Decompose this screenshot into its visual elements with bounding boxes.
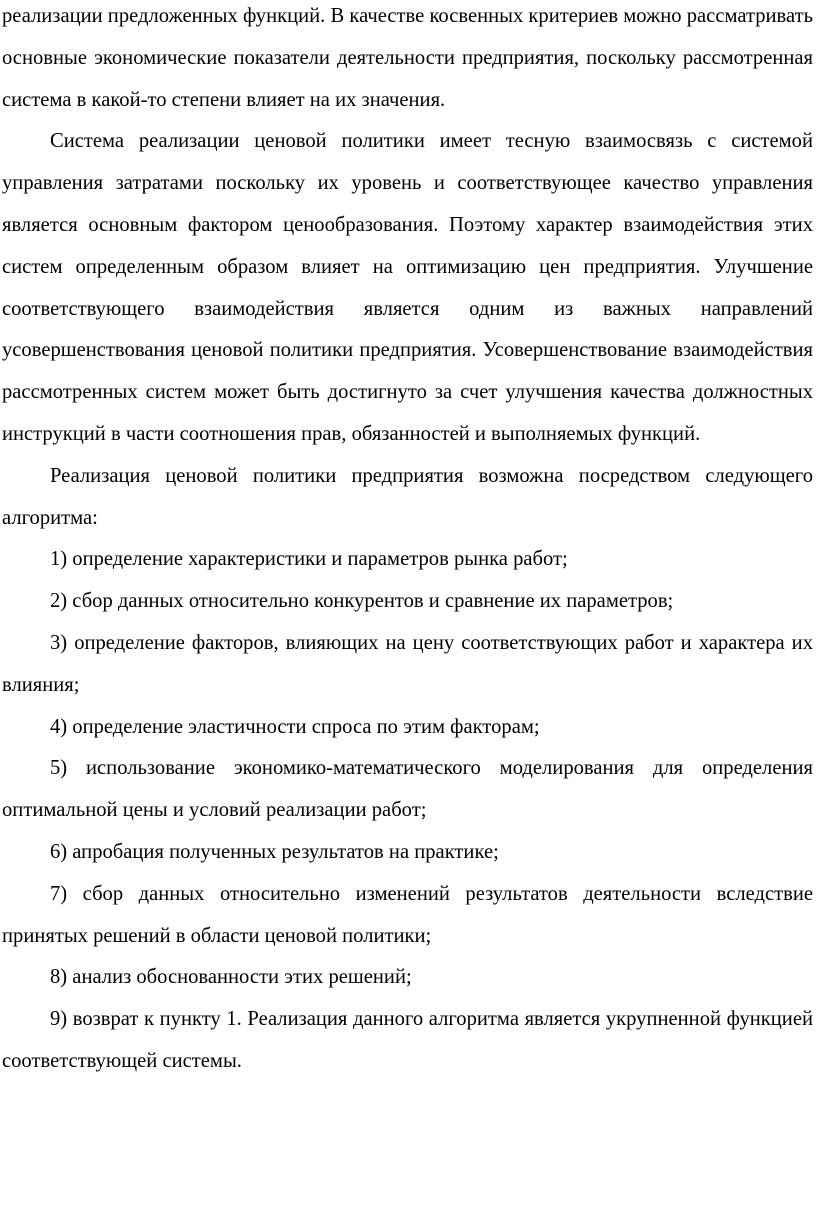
paragraph-pricing-system: Система реализации ценовой политики имеет тесную взаимосвязь с системой управления затратами поскольку их уровень и соответствующее качество управления является основным фактором ценообразования. Поэтому характер взаимодействия этих систем определенным образом влияет на оптимизацию цен предприятия. Улучшение соответствующего взаимодействия является одним из важных направлений усовершенствования ценовой политики предприятия. Усовершенствование взаимодействия рассмотренных систем может быть достигнуто за счет улучшения качества должностных инструкций в части соотношения прав, обязанностей и выполняемых функций.	[2, 130, 813, 445]
list-item: 6) апробация полученных результатов на практике;	[50, 840, 499, 863]
list-item: 2) сбор данных относительно конкурентов и сравнение их параметров;	[50, 590, 674, 613]
list-item: 5) использование экономико-математического моделирования для определения оптимальной цены и условий реализации работ;	[2, 757, 813, 822]
paragraph-algorithm-intro: Реализация ценовой политики предприятия возможна посредством следующего алгоритма:	[2, 464, 813, 529]
paragraph-continuation: реализации предложенных функций. В качестве косвенных критериев можно рассматривать основные экономические показатели деятельности предприятия, поскольку рассмотренная система в какой-то степени влияет на их значения.	[2, 5, 813, 111]
list-item: 9) возврат к пункту 1. Реализация данного алгоритма является укрупненной функцией соответствующей системы.	[2, 1008, 813, 1072]
list-item: 8) анализ обоснованности этих решений;	[50, 966, 412, 989]
list-item: 4) определение эластичности спроса по этим факторам;	[50, 715, 540, 738]
list-item: 1) определение характеристики и параметров рынка работ;	[50, 548, 568, 571]
list-item: 7) сбор данных относительно изменений результатов деятельности вследствие принятых решений в области ценовой политики;	[2, 882, 813, 947]
list-item: 3) определение факторов, влияющих на цену соответствующих работ и характера их влияния;	[2, 631, 813, 696]
